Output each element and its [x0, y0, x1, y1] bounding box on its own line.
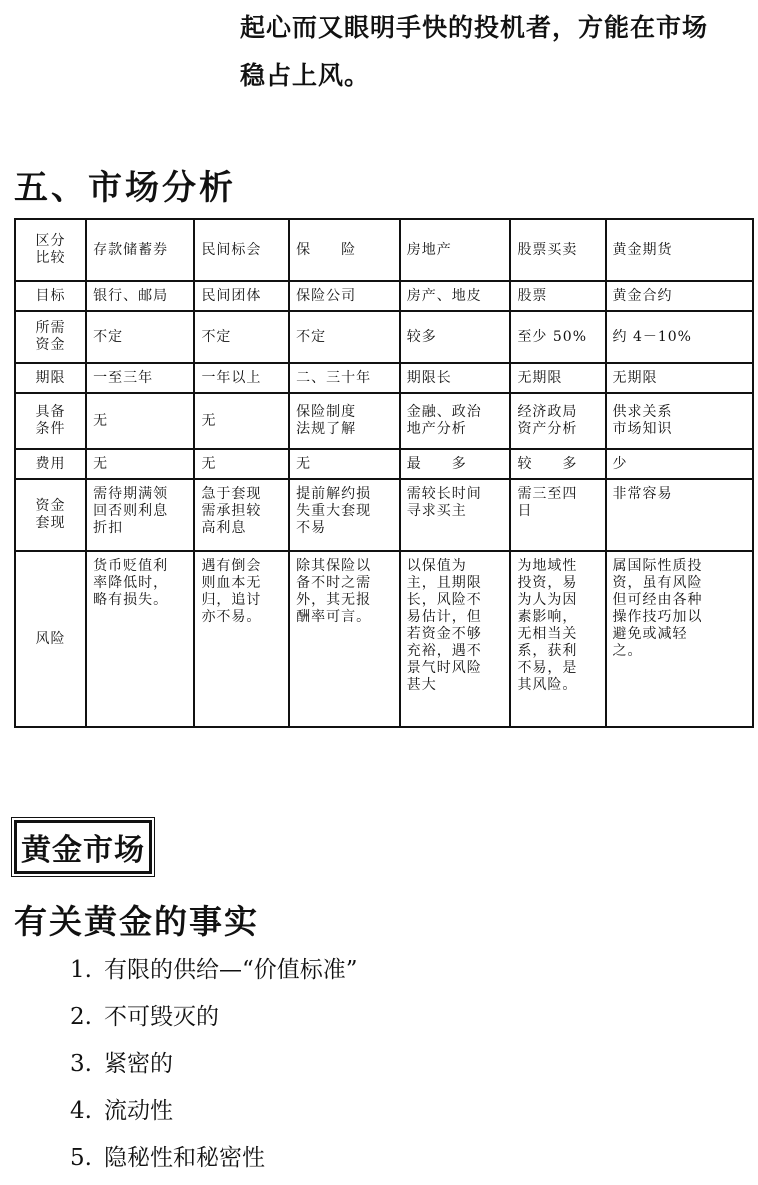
- table-cell: 不定: [86, 311, 194, 363]
- row-label-cell: 所需 资金: [15, 311, 86, 363]
- table-cell: 一年以上: [194, 363, 289, 393]
- table-cell: 供求关系 市场知识: [606, 393, 754, 449]
- table-cell: 经济政局 资产分析: [510, 393, 605, 449]
- fact-item: [70, 1044, 358, 1091]
- column-header-cell: 黄金期货: [606, 219, 754, 281]
- table-cell: 提前解约损 失重大套现 不易: [289, 479, 400, 551]
- table-cell: 至少 50%: [510, 311, 605, 363]
- column-header-cell: 存款储蓄券: [86, 219, 194, 281]
- column-header-cell: 股票买卖: [510, 219, 605, 281]
- fact-text: 有限的供给—“价值标准”: [104, 957, 358, 983]
- table-cell: 保险制度 法规了解: [289, 393, 400, 449]
- row-label-cell: 资金 套现: [15, 479, 86, 551]
- table-cell: 黄金合约: [606, 281, 754, 311]
- intro-paragraph: [240, 4, 750, 100]
- table-cell: 属国际性质投 资，虽有风险 但可经由各种 操作技巧加以 避免或减轻 之。: [606, 551, 754, 727]
- gold-facts-list: [70, 950, 358, 1185]
- table-row: [15, 479, 753, 551]
- column-header-cell: 保 险: [289, 219, 400, 281]
- table-cell: 最 多: [400, 449, 511, 479]
- table-cell: 非常容易: [606, 479, 754, 551]
- table-row: [15, 311, 753, 363]
- table-cell: 民间团体: [194, 281, 289, 311]
- fact-text: 不可毁灭的: [104, 1004, 219, 1030]
- fact-item: [70, 997, 358, 1044]
- table-cell: 无: [289, 449, 400, 479]
- fact-text: 流动性: [104, 1098, 173, 1124]
- table-cell: 无: [194, 393, 289, 449]
- fact-number: 1.: [70, 957, 92, 983]
- table-cell: 需较长时间 寻求买主: [400, 479, 511, 551]
- gold-market-heading: 黄金市场: [14, 820, 152, 874]
- table-row: [15, 393, 753, 449]
- fact-item: [70, 950, 358, 997]
- table-cell: 少: [606, 449, 754, 479]
- table-cell: 无: [86, 449, 194, 479]
- table-cell: 股票: [510, 281, 605, 311]
- table-cell: 房产、地皮: [400, 281, 511, 311]
- table-cell: 以保值为 主，且期限 长，风险不 易估计，但 若资金不够 充裕，遇不 景气时风险 甚大: [400, 551, 511, 727]
- market-comparison-table: [14, 218, 754, 728]
- table-cell: 急于套现 需承担较 高利息: [194, 479, 289, 551]
- table-cell: 为地域性 投资，易 为人为因 素影响， 无相当关 系，获利 不易，是 其风险。: [510, 551, 605, 727]
- column-header-cell: 民间标会: [194, 219, 289, 281]
- row-label-cell: 风险: [15, 551, 86, 727]
- fact-text: 紧密的: [104, 1051, 173, 1077]
- table-cell: 不定: [289, 311, 400, 363]
- table-cell: 货币贬值利 率降低时， 略有损失。: [86, 551, 194, 727]
- table-cell: 期限长: [400, 363, 511, 393]
- fact-number: 5.: [70, 1145, 92, 1171]
- table-cell: 较 多: [510, 449, 605, 479]
- fact-number: 2.: [70, 1004, 92, 1030]
- table-cell: 保险公司: [289, 281, 400, 311]
- table-cell: 需三至四 日: [510, 479, 605, 551]
- table-cell: 无: [194, 449, 289, 479]
- row-label-cell: 期限: [15, 363, 86, 393]
- row-label-cell: 目标: [15, 281, 86, 311]
- table-cell: 银行、邮局: [86, 281, 194, 311]
- table-cell: 金融、政治 地产分析: [400, 393, 511, 449]
- table-cell: 无期限: [510, 363, 605, 393]
- fact-number: 3.: [70, 1051, 92, 1077]
- table-row: [15, 363, 753, 393]
- fact-item: [70, 1091, 358, 1138]
- table-cell: 无期限: [606, 363, 754, 393]
- column-header-cell: 房地产: [400, 219, 511, 281]
- table-cell: 较多: [400, 311, 511, 363]
- table-cell: 无: [86, 393, 194, 449]
- table-cell: 一至三年: [86, 363, 194, 393]
- intro-line: 稳占上风。: [240, 61, 371, 90]
- table-cell: 遇有倒会 则血本无 归，追讨 亦不易。: [194, 551, 289, 727]
- row-label-cell: 费用: [15, 449, 86, 479]
- table-cell: 除其保险以 备不时之需 外，其无报 酬率可言。: [289, 551, 400, 727]
- section-title: 五、市场分析: [14, 168, 236, 208]
- intro-line: 起心而又眼明手快的投机者，方能在市场: [240, 13, 709, 42]
- table-cell: 约 4－10%: [606, 311, 754, 363]
- table-row: [15, 281, 753, 311]
- table-cell: 二、三十年: [289, 363, 400, 393]
- table-cell: 不定: [194, 311, 289, 363]
- table-row: [15, 551, 753, 727]
- row-label-cell: 具备 条件: [15, 393, 86, 449]
- fact-item: [70, 1138, 358, 1185]
- fact-text: 隐秘性和秘密性: [104, 1145, 265, 1171]
- fact-number: 4.: [70, 1098, 92, 1124]
- table-cell: 需待期满领 回否则利息 折扣: [86, 479, 194, 551]
- table-header-row: [15, 219, 753, 281]
- gold-facts-title: 有关黄金的事实: [14, 902, 259, 941]
- row-label-cell: 区分 比较: [15, 219, 86, 281]
- table-row: [15, 449, 753, 479]
